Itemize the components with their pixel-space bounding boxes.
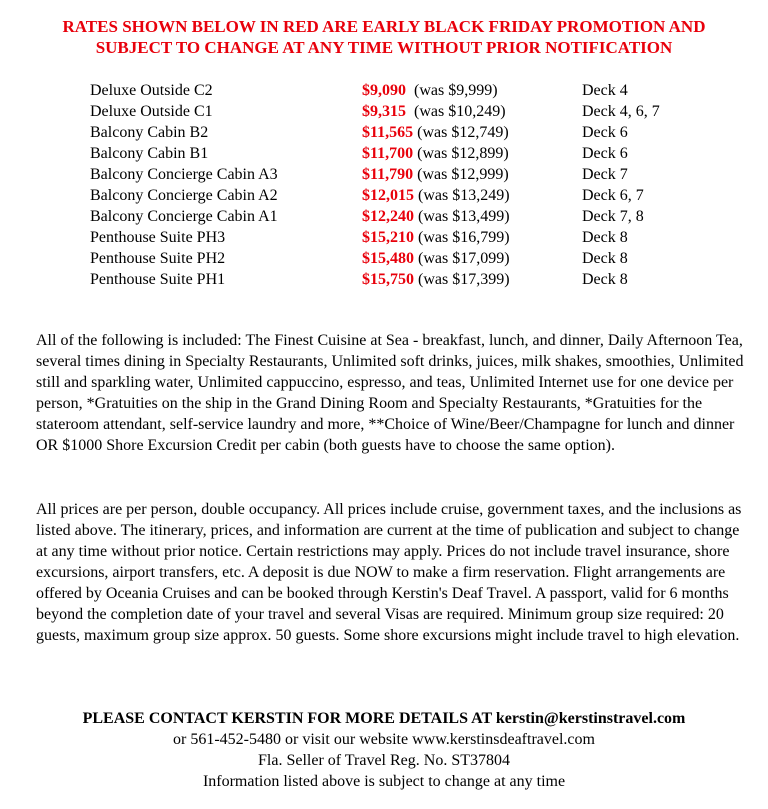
- deck-info: Deck 6: [582, 124, 628, 141]
- promo-line-1: RATES SHOWN BELOW IN RED ARE EARLY BLACK FRIDAY PROMOTION AND: [62, 17, 706, 36]
- cabin-name: Balcony Concierge Cabin A3: [90, 166, 278, 183]
- deck-info: Deck 6, 7: [582, 187, 644, 204]
- promo-price: $9,090: [362, 82, 406, 99]
- deck-info: Deck 6: [582, 145, 628, 162]
- rate-row: [90, 122, 660, 143]
- rate-row: [90, 143, 660, 164]
- disclaimer-line: Information listed above is subject to change at any time: [202, 773, 566, 790]
- rate-row: [90, 248, 660, 269]
- original-price: (was $12,999): [413, 166, 509, 183]
- original-price: (was $13,499): [414, 208, 510, 225]
- cabin-name: Penthouse Suite PH2: [90, 250, 226, 267]
- deck-info: Deck 7, 8: [582, 208, 644, 225]
- terms-paragraph: All prices are per person, double occupancy. All prices include cruise, government taxes, and the inclusions as listed above. The itinerary, prices, and information are current at the time of publication and subject to change at any time without prior notice. Certain restrictions may apply. Prices do not include travel insurance, shore excursions, airport transfers, etc. A deposit is due NOW to make a firm reservation. Flight arrangements are offered by Oceania Cruises and can be booked through Kerstin's Deaf Travel. A passport, valid for 6 months beyond the completion date of your travel and several Visas are required. Minimum group size required: 20 guests, maximum group size approx. 50 guests. Some shore excursions might include travel to high elevation.: [36, 501, 742, 644]
- promo-price: $12,240: [362, 208, 414, 225]
- contact-block: [0, 708, 768, 792]
- rate-row: [90, 164, 660, 185]
- rate-row: [90, 227, 660, 248]
- contact-phone-line: or 561-452-5480 or visit our website www.kerstinsdeaftravel.com: [173, 731, 595, 748]
- promo-price: $15,750: [362, 271, 414, 288]
- rate-row: [90, 269, 660, 290]
- rate-row: [90, 185, 660, 206]
- promo-price: $15,480: [362, 250, 414, 267]
- original-price: (was $12,749): [413, 124, 509, 141]
- original-price: (was $12,899): [413, 145, 509, 162]
- cabin-name: Balcony Cabin B1: [90, 145, 209, 162]
- cabin-name: Balcony Concierge Cabin A2: [90, 187, 278, 204]
- deck-info: Deck 4, 6, 7: [582, 103, 660, 120]
- original-price: (was $9,999): [406, 82, 498, 99]
- promo-price: $12,015: [362, 187, 414, 204]
- original-price: (was $13,249): [414, 187, 510, 204]
- promo-price: $11,790: [362, 166, 414, 183]
- cabin-name: Penthouse Suite PH3: [90, 229, 226, 246]
- deck-info: Deck 7: [582, 166, 628, 183]
- cabin-name: Deluxe Outside C2: [90, 82, 213, 99]
- contact-headline: PLEASE CONTACT KERSTIN FOR MORE DETAILS AT kerstin@kerstinstravel.com: [82, 710, 686, 727]
- promo-price: $11,565: [362, 124, 414, 141]
- registration-line: Fla. Seller of Travel Reg. No. ST37804: [258, 752, 510, 769]
- promo-price: $15,210: [362, 229, 414, 246]
- deck-info: Deck 8: [582, 250, 628, 267]
- cabin-name: Deluxe Outside C1: [90, 103, 213, 120]
- included-paragraph: All of the following is included: The Finest Cuisine at Sea - breakfast, lunch, and dinner, Daily Afternoon Tea, several times dining in Specialty Restaurants, Unlimited soft drinks, juices, milk shakes, smoothies, Unlimited still and sparkling water, Unlimited cappuccino, espresso, and teas, Unlimited Internet use for one device per person, *Gratuities on the ship in the Grand Dining Room and Specialty Restaurants, *Gratuities for the stateroom attendant, self-service laundry and more, **Choice of Wine/Beer/Champagne for lunch and dinner OR $1000 Shore Excursion Credit per cabin (both guests have to choose the same option).: [36, 332, 744, 454]
- original-price: (was $17,399): [414, 271, 510, 288]
- original-price: (was $17,099): [414, 250, 510, 267]
- deck-info: Deck 8: [582, 229, 628, 246]
- rate-row: [90, 101, 660, 122]
- promo-banner: [0, 16, 768, 58]
- original-price: (was $10,249): [406, 103, 506, 120]
- rate-row: [90, 206, 660, 227]
- rate-row: [90, 80, 660, 101]
- promo-price: $9,315: [362, 103, 406, 120]
- promo-price: $11,700: [362, 145, 414, 162]
- promo-line-2: SUBJECT TO CHANGE AT ANY TIME WITHOUT PRIOR NOTIFICATION: [95, 38, 673, 57]
- original-price: (was $16,799): [414, 229, 510, 246]
- deck-info: Deck 8: [582, 271, 628, 288]
- deck-info: Deck 4: [582, 82, 628, 99]
- rates-table: [90, 80, 660, 290]
- cabin-name: Balcony Cabin B2: [90, 124, 209, 141]
- cabin-name: Penthouse Suite PH1: [90, 271, 226, 288]
- cabin-name: Balcony Concierge Cabin A1: [90, 208, 278, 225]
